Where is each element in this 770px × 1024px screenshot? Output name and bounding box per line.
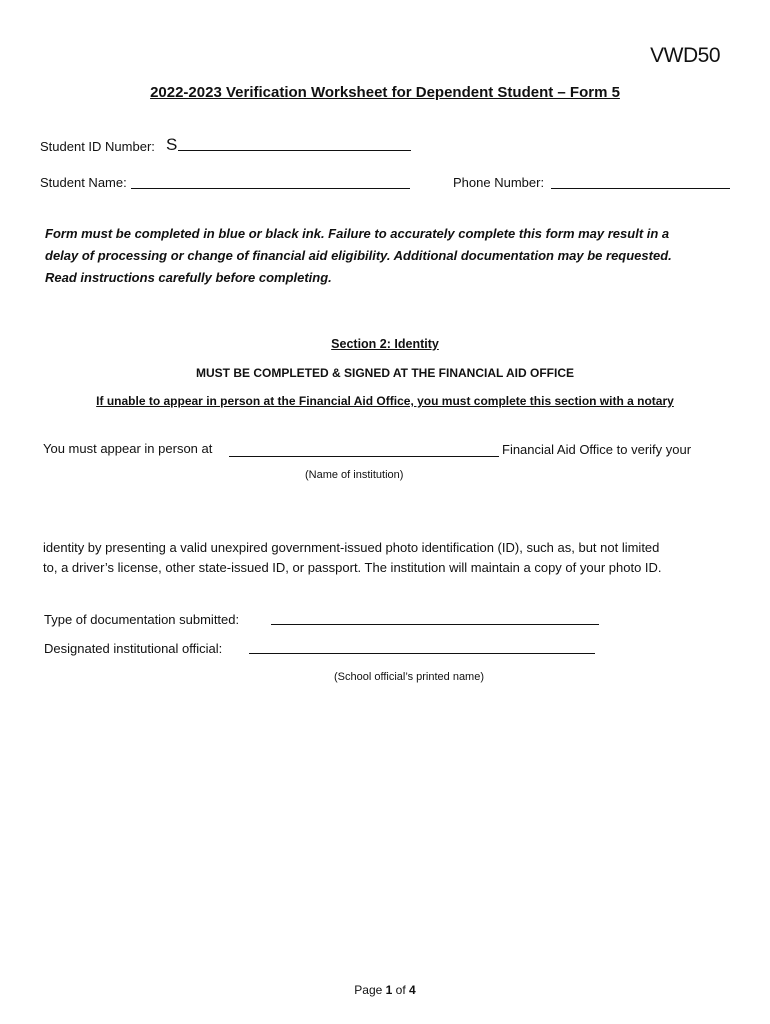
- notary-note: If unable to appear in person at the Financial Aid Office, you must complete this section with a notary: [96, 394, 674, 408]
- official-label: Designated institutional official:: [44, 641, 223, 656]
- phone-label: Phone Number:: [453, 175, 545, 190]
- institution-name-field[interactable]: [229, 456, 499, 457]
- student-id-field[interactable]: [178, 150, 411, 151]
- page-of: of: [395, 983, 406, 997]
- page-total: 4: [409, 983, 416, 997]
- section-heading: Section 2: Identity: [331, 337, 439, 351]
- appear-suffix: Financial Aid Office to verify your: [502, 442, 692, 457]
- student-id-prefix: S: [166, 135, 178, 154]
- appear-prefix: You must appear in person at: [43, 441, 213, 456]
- phone-field[interactable]: [551, 188, 730, 189]
- page-prefix: Page: [354, 983, 383, 997]
- student-name-label: Student Name:: [40, 175, 127, 190]
- identity-line-2: to, a driver’s license, other state-issued ID, or passport. The institution will maintain a copy of your photo ID.: [43, 560, 662, 575]
- page-number: [0, 983, 770, 997]
- instructions-line-1: Form must be completed in blue or black ink. Failure to accurately complete this form may result in a: [45, 226, 670, 241]
- official-name-field[interactable]: [249, 653, 595, 654]
- page-current: 1: [385, 983, 393, 997]
- form-code: VWD50: [650, 44, 720, 67]
- identity-paragraph: [43, 538, 733, 578]
- institution-caption: (Name of institution): [305, 469, 404, 481]
- official-caption: (School official’s printed name): [334, 671, 485, 683]
- page-title: 2022-2023 Verification Worksheet for Dependent Student – Form 5: [150, 84, 620, 101]
- instructions-block: [45, 223, 725, 289]
- doc-type-label: Type of documentation submitted:: [44, 612, 240, 627]
- student-id-label: Student ID Number:: [40, 139, 155, 154]
- student-name-field[interactable]: [131, 188, 410, 189]
- identity-line-1: identity by presenting a valid unexpired government-issued photo identification (ID), such as, but not limited: [43, 540, 660, 555]
- doc-type-field[interactable]: [271, 624, 599, 625]
- instructions-line-3: Read instructions carefully before completing.: [45, 270, 332, 285]
- instructions-line-2: delay of processing or change of financial aid eligibility. Additional documentation may be requested.: [45, 248, 672, 263]
- must-complete-notice: MUST BE COMPLETED & SIGNED AT THE FINANCIAL AID OFFICE: [196, 366, 574, 380]
